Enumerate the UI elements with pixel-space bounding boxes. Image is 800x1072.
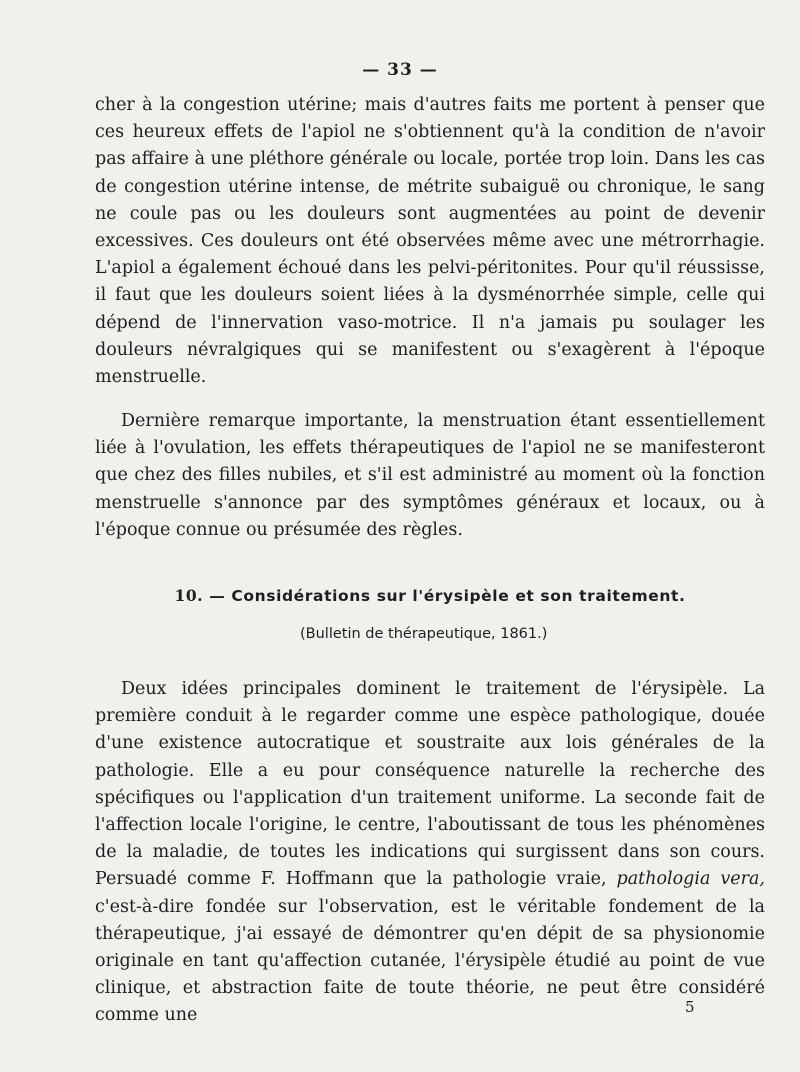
section-number: 10. xyxy=(174,586,204,605)
signature-mark: 5 xyxy=(685,998,695,1016)
paragraph-2-text: Dernière remarque importante, la menstruation étant essentiellement liée à l'ovulation, les effets thérapeutiques de l'apiol ne se manifesteront que chez des filles nubiles, et s'il est administré au moment où la fonction menstruelle s'annonce par des symptômes généraux et locaux, ou à l'époque connue ou présumée des règles. xyxy=(95,411,765,540)
paragraph-1-text: cher à la congestion utérine; mais d'autres faits me portent à penser que ces heureux effets de l'apiol ne s'obtiennent qu'à la condition de n'avoir pas affaire à une pléthore générale ou locale, portée trop loin. Dans les cas de congestion utérine intense, de métrite subaiguë ou chronique, le sang ne coule pas ou les douleurs sont augmentées au point de devenir excessives. Ces douleurs ont été observées même avec une métrorrhagie. L'apiol a également échoué dans les pelvi-péritonites. Pour qu'il réussisse, il faut que les douleurs soient liées à la dysménorrhée simple, celle qui dépend de l'innervation vaso-motrice. Il n'a jamais pu soulager les douleurs névralgiques qui se manifestent ou s'exagèrent à l'époque menstruelle. xyxy=(95,95,765,388)
paragraph-3 xyxy=(95,676,765,1030)
section-citation: (Bulletin de thérapeutique, 1861.) xyxy=(300,626,548,642)
section-heading xyxy=(95,586,765,605)
section-title-text: — Considérations sur l'érysipèle et son traitement. xyxy=(209,587,686,605)
paragraph-3-part-2: c'est-à-dire fondée sur l'observation, est le véritable fondement de la thérapeutique, j'ai essayé de démontrer qu'en dépit de sa physionomie originale en tant qu'affection cutanée, l'érysipèle étudié au point de vue clinique, et abstraction faite de toute théorie, ne peut être considéré comme une xyxy=(95,896,765,1026)
paragraph-3-part-1: Deux idées principales dominent le traitement de l'érysipèle. La première conduit à le regarder comme une espèce pathologique, douée d'une existence autocratique et soustraite aux lois générales de la pathologie. Elle a eu pour conséquence naturelle la recherche des spécifiques ou l'application d'un traitement uniforme. La seconde fait de l'affection locale l'origine, le centre, l'aboutissant de tous les phénomènes de la maladie, de toutes les indications qui surgissent dans son cours. Persuadé comme F. Hoffmann que la pathologie vraie, xyxy=(95,679,765,890)
page-number: — 33 — xyxy=(362,60,438,80)
paragraph-1 xyxy=(95,92,765,391)
paragraph-3-italic: pathologia vera, xyxy=(616,869,765,890)
paragraph-3-text xyxy=(95,676,765,1030)
paragraph-2 xyxy=(95,408,765,544)
